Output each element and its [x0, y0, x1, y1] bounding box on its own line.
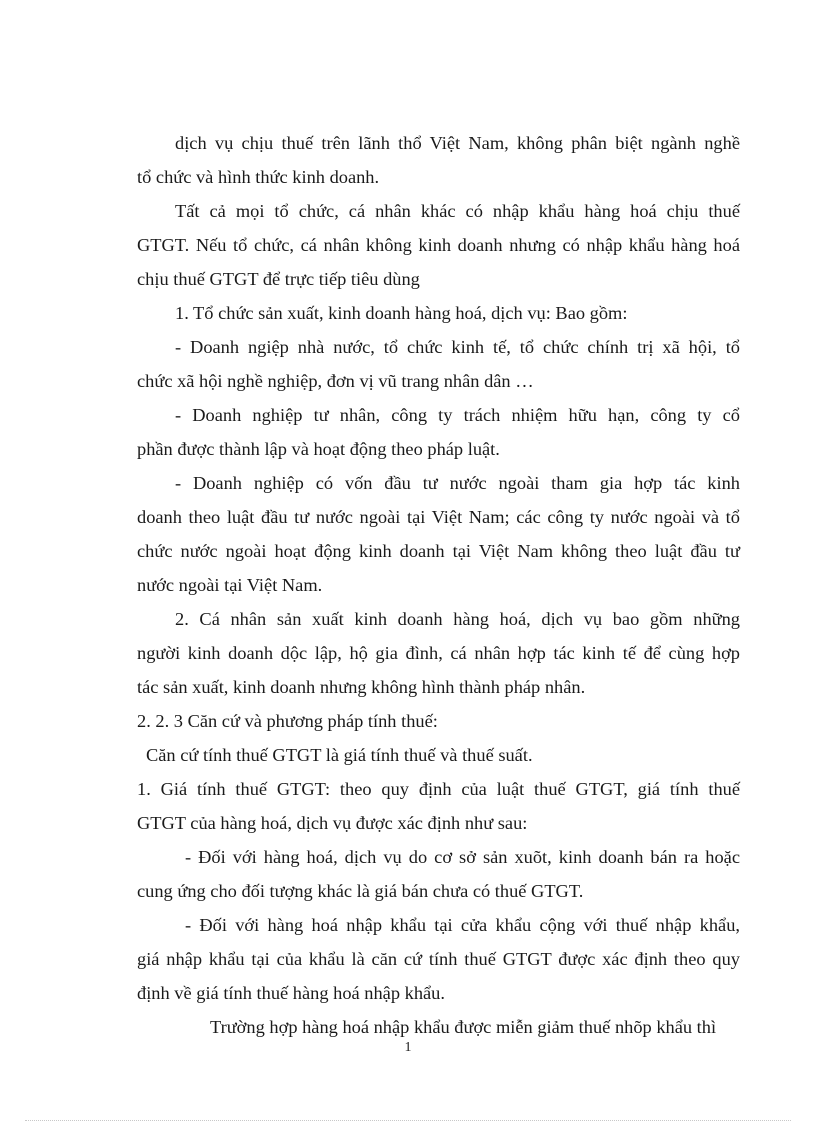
body-line: cung ứng cho đối tượng khác là giá bán chưa có thuế GTGT. — [137, 881, 584, 901]
body-line: GTGT. Nếu tổ chức, cá nhân không kinh doanh nhưng có nhập khẩu hàng hoá — [137, 235, 740, 255]
body-line: - Doanh ngiệp nhà nước, tổ chức kinh tế, tổ chức chính trị xã hội, tổ — [175, 337, 740, 357]
body-line: 2. Cá nhân sản xuất kinh doanh hàng hoá, dịch vụ bao gồm những — [175, 609, 740, 629]
body-line: chức xã hội nghề nghiệp, đơn vị vũ trang nhân dân … — [137, 371, 534, 391]
body-line: Tất cả mọi tổ chức, cá nhân khác có nhập khẩu hàng hoá chịu thuế — [175, 201, 740, 221]
body-line: Trường hợp hàng hoá nhập khẩu được miễn giảm thuế nhõp khẩu thì — [210, 1017, 717, 1037]
page-bottom-divider — [25, 1120, 791, 1121]
body-line: - Đối với hàng hoá, dịch vụ do cơ sở sản xuõt, kinh doanh bán ra hoặc — [185, 847, 740, 867]
body-line: phần được thành lập và hoạt động theo pháp luật. — [137, 439, 500, 459]
section-heading: 2. 2. 3 Căn cứ và phương pháp tính thuế: — [137, 711, 438, 731]
body-line: tổ chức và hình thức kinh doanh. — [137, 167, 380, 187]
body-line: - Đối với hàng hoá nhập khẩu tại cửa khẩu cộng với thuế nhập khẩu, — [185, 915, 740, 935]
body-line: chịu thuế GTGT để trực tiếp tiêu dùng — [137, 269, 420, 289]
body-line: Căn cứ tính thuế GTGT là giá tính thuế và thuế suất. — [146, 745, 533, 765]
body-line: - Doanh nghiệp có vốn đầu tư nước ngoài tham gia hợp tác kinh — [175, 473, 740, 493]
body-line: tác sản xuất, kinh doanh nhưng không hình thành pháp nhân. — [137, 677, 586, 697]
page-number: 1 — [404, 1040, 412, 1055]
body-line: 1. Giá tính thuế GTGT: theo quy định của luật thuế GTGT, giá tính thuế — [137, 779, 740, 799]
body-line: dịch vụ chịu thuế trên lãnh thổ Việt Nam, không phân biệt ngành nghề — [175, 133, 740, 153]
body-line: GTGT của hàng hoá, dịch vụ được xác định như sau: — [137, 813, 528, 833]
list-heading: 1. Tổ chức sản xuất, kinh doanh hàng hoá, dịch vụ: Bao gồm: — [175, 303, 628, 323]
body-line: người kinh doanh dộc lập, hộ gia đình, cá nhân hợp tác kinh tế để cùng hợp — [137, 643, 740, 663]
body-line: doanh theo luật đầu tư nước ngoài tại Việt Nam; các công ty nước ngoài và tổ — [137, 507, 740, 527]
body-line: chức nước ngoài hoạt động kinh doanh tại Việt Nam không theo luật đầu tư — [137, 541, 740, 561]
body-line: giá nhập khẩu tại của khẩu là căn cứ tính thuế GTGT được xác định theo quy — [137, 949, 740, 969]
body-line: nước ngoài tại Việt Nam. — [137, 575, 323, 595]
body-line: định về giá tính thuế hàng hoá nhập khẩu. — [137, 983, 445, 1003]
body-line: - Doanh nghiệp tư nhân, công ty trách nhiệm hữu hạn, công ty cổ — [175, 405, 740, 425]
